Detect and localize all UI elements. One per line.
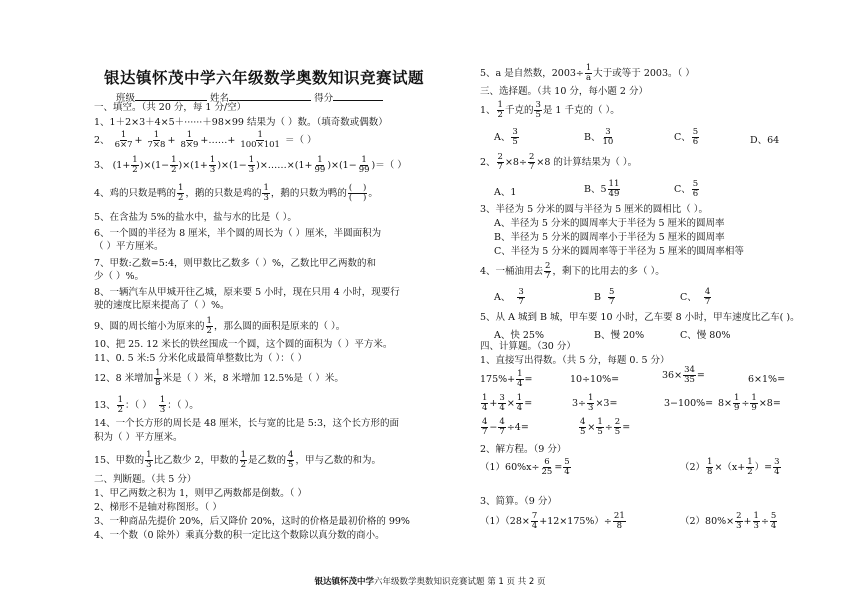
choice-1-option-d: D、64 [750, 135, 780, 146]
choice-1: 1、 $\frac{1}{2}$ 千克的 $\frac{3}{5}$ 是 1 千克的（ ）。 [480, 100, 620, 120]
choice-4-option-c: C、 $\frac{4}{7}$ [680, 287, 711, 307]
question-15: 15、甲数的 $\frac{1}{3}$ 比乙数少 2，甲数的 $\frac{1}{2}$ 是乙数的 $\frac{4}{5}$ ，甲与乙数的和为。 [94, 450, 381, 470]
section-3-heading: 三、选择题。（共 10 分，每小题 2 分） [480, 86, 648, 97]
direct-8: 8× $\frac{1}{9}$ ÷ $\frac{1}{9}$ ×8= [718, 393, 781, 413]
direct-5: $\frac{1}{4}$ + $\frac{3}{4}$ × $\frac{1}{4}$ = [482, 393, 533, 413]
calc-1-heading: 1、直接写出得数。（共 5 分，每题 0. 5 分） [480, 355, 670, 366]
name-label: 姓名 [210, 93, 230, 104]
question-13: 13、 $\frac{1}{2}$ ：（ ） $\frac{1}{3}$ ：（ ）。 [94, 395, 199, 415]
question-5: 5、在含盐为 5%的盐水中，盐与水的比是（ ）。 [94, 212, 297, 223]
question-6a: 6、一个圆的半径为 8 厘米，半个圆的周长为（ ）厘米，半圆面积为 [94, 228, 382, 239]
choice-1-option-b: B、 $\frac{3}{10}$ [584, 127, 614, 147]
judge-1: 1、甲乙两数之积为 1，则甲乙两数都是倒数。（ ） [94, 488, 307, 499]
judge-3: 3、一种商品先提价 20%，后又降价 20%，这时的价格是最初价格的 99% [94, 516, 410, 527]
page-footer [0, 575, 860, 587]
choice-2-option-b: B、5 $\frac{11}{49}$ [584, 179, 620, 199]
choice-5-option-c: C、慢 80% [680, 330, 731, 341]
calc-3-heading: 3、简算。（9 分） [480, 496, 557, 507]
question-14a: 14、一个长方形的周长是 48 厘米，长与宽的比是 5:3，这个长方形的面 [94, 418, 400, 429]
direct-2: 10÷10%= [570, 374, 620, 385]
choice-5-option-a: A、快 25% [494, 330, 544, 341]
choice-1-option-a: A、 $\frac{3}{5}$ [494, 127, 518, 147]
question-2: 2、 $\frac{1}{6\times 7}$ + $\frac{1}{7\times 8}$ + $\frac{1}{8\times 9}$ +……+ $\frac{1}{100\times 101}$ ＝（ ） [94, 130, 317, 150]
question-9: 9、圆的周长缩小为原来的 $\frac{1}{2}$ ，那么圆的面积是原来的（ ）。 [94, 316, 346, 336]
choice-1-option-c: C、 $\frac{5}{6}$ [674, 127, 699, 147]
choice-3-option-c: C、半径为 5 分米的圆周率等于半径为 5 厘米的圆周率相等 [494, 246, 744, 257]
footer-school: 银达镇怀茂中学 [314, 577, 374, 587]
question-10: 10、把 25. 12 米长的铁丝围成一个圆，这个圆的面积为（ ）平方米。 [94, 339, 393, 350]
choice-3-option-a: A、半径为 5 分米的圆周率大于半径为 5 厘米的圆周率 [494, 218, 725, 229]
score-blank[interactable] [333, 90, 383, 101]
choice-5-option-b: B、慢 20% [594, 330, 645, 341]
choice-3-option-b: B、半径为 5 分米的圆周率小于半径为 5 厘米的圆周率 [494, 232, 725, 243]
choice-4-option-b: B $\frac{5}{7}$ [594, 287, 615, 307]
direct-7: 3−100%= [664, 398, 714, 409]
simplify-2: （2）80%× $\frac{2}{3}$ + $\frac{1}{3}$ ÷ $\frac{5}{4}$ [680, 511, 777, 531]
footer-text: 六年级数学奥数知识竞赛试题 第 1 页 共 2 页 [373, 577, 546, 587]
section-4-heading: 四、计算题。（30 分） [480, 341, 576, 352]
judge-5: 5、a 是自然数，2003÷ $\frac{1}{a}$ 大于或等于 2003。（ ） [480, 63, 695, 83]
choice-5: 5、从 A 城到 B 城，甲车要 10 小时，乙车要 8 小时，甲车速度比乙车( )。 [480, 312, 800, 323]
question-11: 11、0. 5 米:5 分米化成最简单整数比为（ ）：（ ） [94, 353, 308, 364]
direct-6: 3÷ $\frac{1}{3}$ ×3= [572, 393, 618, 413]
question-14b: 积为（ ）平方厘米。 [94, 432, 183, 443]
question-8b: 驶的速度比原来提高了（ ）%。 [94, 300, 230, 311]
question-3: 3、 (1+ $\frac{1}{2}$ )×(1− $\frac{1}{2}$ )×(1+ $\frac{1}{3}$ )×(1− $\frac{1}{3}$ )×……×(1+ $\frac{1}{99}$ )×(1− $\frac{1}{99}$ )＝（ ） [94, 155, 407, 175]
choice-3: 3、半径为 5 分米的圆与半径为 5 厘米的圆相比（ ）。 [480, 204, 708, 215]
class-label: 班级 [116, 93, 136, 104]
question-12: 12、8 米增加 $\frac{1}{8}$ 米是（ ）米，8 米增加 12.5%是（ ）米。 [94, 368, 344, 388]
calc-2-heading: 2、解方程。（9 分） [480, 444, 567, 455]
direct-1: 175%+ $\frac{1}{4}$ = [480, 369, 533, 389]
question-4: 4、鸡的只数是鸭的 $\frac{1}{2}$ ，鹅的只数是鸡的 $\frac{1}{3}$ ，鹅的只数为鸭的 $\frac{( )}{( )}$ 。 [94, 183, 378, 203]
simplify-1: （1）（28× $\frac{7}{4}$ +12×175%）÷ $\frac{21}{8}$ [480, 511, 625, 531]
direct-9: $\frac{4}{7}$ − $\frac{4}{7}$ ÷4= [482, 417, 529, 437]
choice-4: 4、一桶油用去 $\frac{2}{7}$ ，剩下的比用去的多（ ）。 [480, 261, 665, 281]
direct-4: 6×1%= [748, 374, 786, 385]
equation-1: （1）60%x÷ $\frac{6}{25}$ = $\frac{5}{4}$ [480, 457, 570, 477]
class-blank[interactable] [135, 90, 207, 101]
score-label: 得分 [314, 93, 334, 104]
question-8a: 8、一辆汽车从甲城开往乙城，原来要 5 小时，现在只用 4 小时，现要行 [94, 287, 400, 298]
direct-3: 36× $\frac{34}{35}$ = [662, 365, 705, 385]
question-6b: （ ）平方厘米。 [94, 241, 164, 252]
choice-2: 2、 $\frac{2}{7}$ ×8÷ $\frac{2}{7}$ ×8 的计算结果为（ ）。 [480, 152, 638, 172]
choice-2-option-a: A、1 [494, 187, 517, 198]
name-blank[interactable] [229, 90, 311, 101]
direct-10: $\frac{4}{5}$ × $\frac{1}{5}$ ÷ $\frac{2}{5}$ = [580, 417, 631, 437]
judge-4: 4、一个数（0 除外）乘真分数的积一定比这个数除以真分数的商小。 [94, 530, 385, 541]
section-1-heading: 一、填空。（共 20 分，每 1 分/空） [94, 102, 247, 113]
equation-2: （2） $\frac{1}{8}$ ×（x+ $\frac{1}{2}$ ）= $\frac{3}{4}$ [680, 457, 780, 477]
choice-4-option-a: A、 $\frac{3}{7}$ [494, 287, 524, 307]
question-7a: 7、甲数:乙数=5:4，则甲数比乙数多（ ）%，乙数比甲乙两数的和 [94, 258, 377, 269]
page-title: 银达镇怀茂中学六年级数学奥数知识竞赛试题 [104, 69, 425, 87]
judge-2: 2、梯形不是轴对称图形。（ ） [94, 502, 222, 513]
section-2-heading: 二、判断题。（共 5 分） [94, 474, 197, 485]
choice-2-option-c: C、 $\frac{5}{6}$ [674, 179, 699, 199]
question-1: 1、1＋2×3＋4×5＋······＋98×99 结果为（ ）数。（填奇数或偶数） [94, 117, 388, 128]
question-7b: 少（ ）%。 [94, 271, 145, 282]
